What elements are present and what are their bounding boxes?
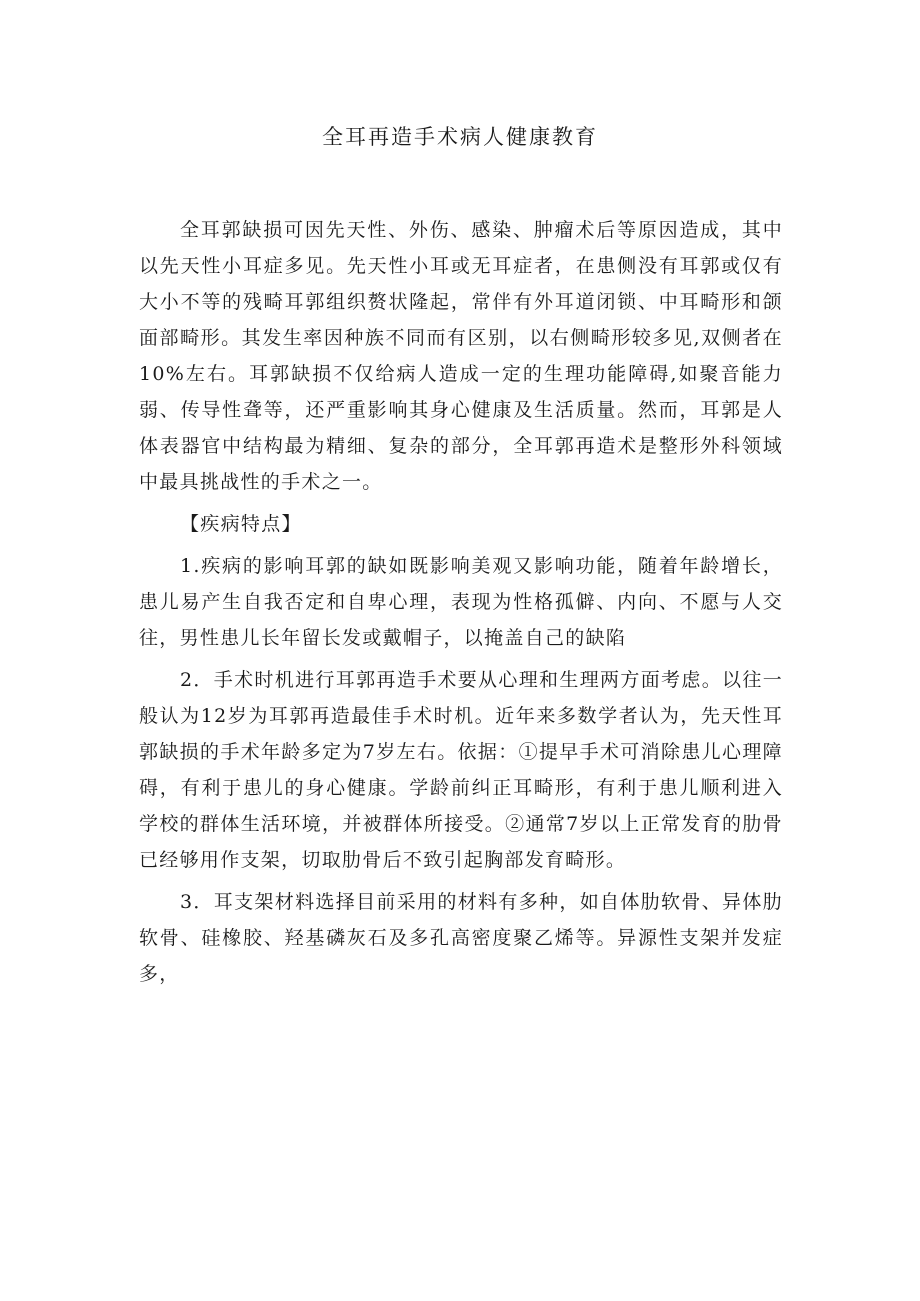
list-item-2: 2．手术时机进行耳郭再造手术要从心理和生理两方面考虑。以往一般认为12岁为耳郭再造最佳手术时机。近年来多数学者认为，先天性耳郭缺损的手术年龄多定为7岁左右。依据：①提早手术可消除患儿心理障碍，有利于患儿的身心健康。学龄前纠正耳畸形，有利于患儿顺利进入学校的群体生活环境，并被群体所接受。②通常7岁以上正常发育的肋骨已经够用作支架，切取肋骨后不致引起胸部发育畸形。 [139,669,783,871]
document-body [139,212,783,992]
list-item-3: 3．耳支架材料选择目前采用的材料有多种，如自体肋软骨、异体肋软骨、硅橡胶、羟基磷灰石及多孔高密度聚乙烯等。异源性支架并发症多， [139,891,783,985]
section-heading-disease-features: 【疾病特点】 [180,513,302,535]
document-title: 全耳再造手术病人健康教育 [322,125,598,149]
list-item-1: 1.疾病的影响耳郭的缺如既影响美观又影响功能，随着年龄增长，患儿易产生自我否定和自卑心理，表现为性格孤僻、内向、不愿与人交往，男性患儿长年留长发或戴帽子，以掩盖自己的缺陷 [139,555,783,649]
intro-paragraph: 全耳郭缺损可因先天性、外伤、感染、肿瘤术后等原因造成，其中以先天性小耳症多见。先天性小耳或无耳症者，在患侧没有耳郭或仅有大小不等的残畸耳郭组织赘状隆起，常伴有外耳道闭锁、中耳畸形和颌面部畸形。其发生率因种族不同而有区别，以右侧畸形较多见,双侧者在10%左右。耳郭缺损不仅给病人造成一定的生理功能障碍,如聚音能力弱、传导性聋等，还严重影响其身心健康及生活质量。然而，耳郭是人体表器官中结构最为精细、复杂的部分，全耳郭再造术是整形外科领域中最具挑战性的手术之一。 [139,219,783,493]
